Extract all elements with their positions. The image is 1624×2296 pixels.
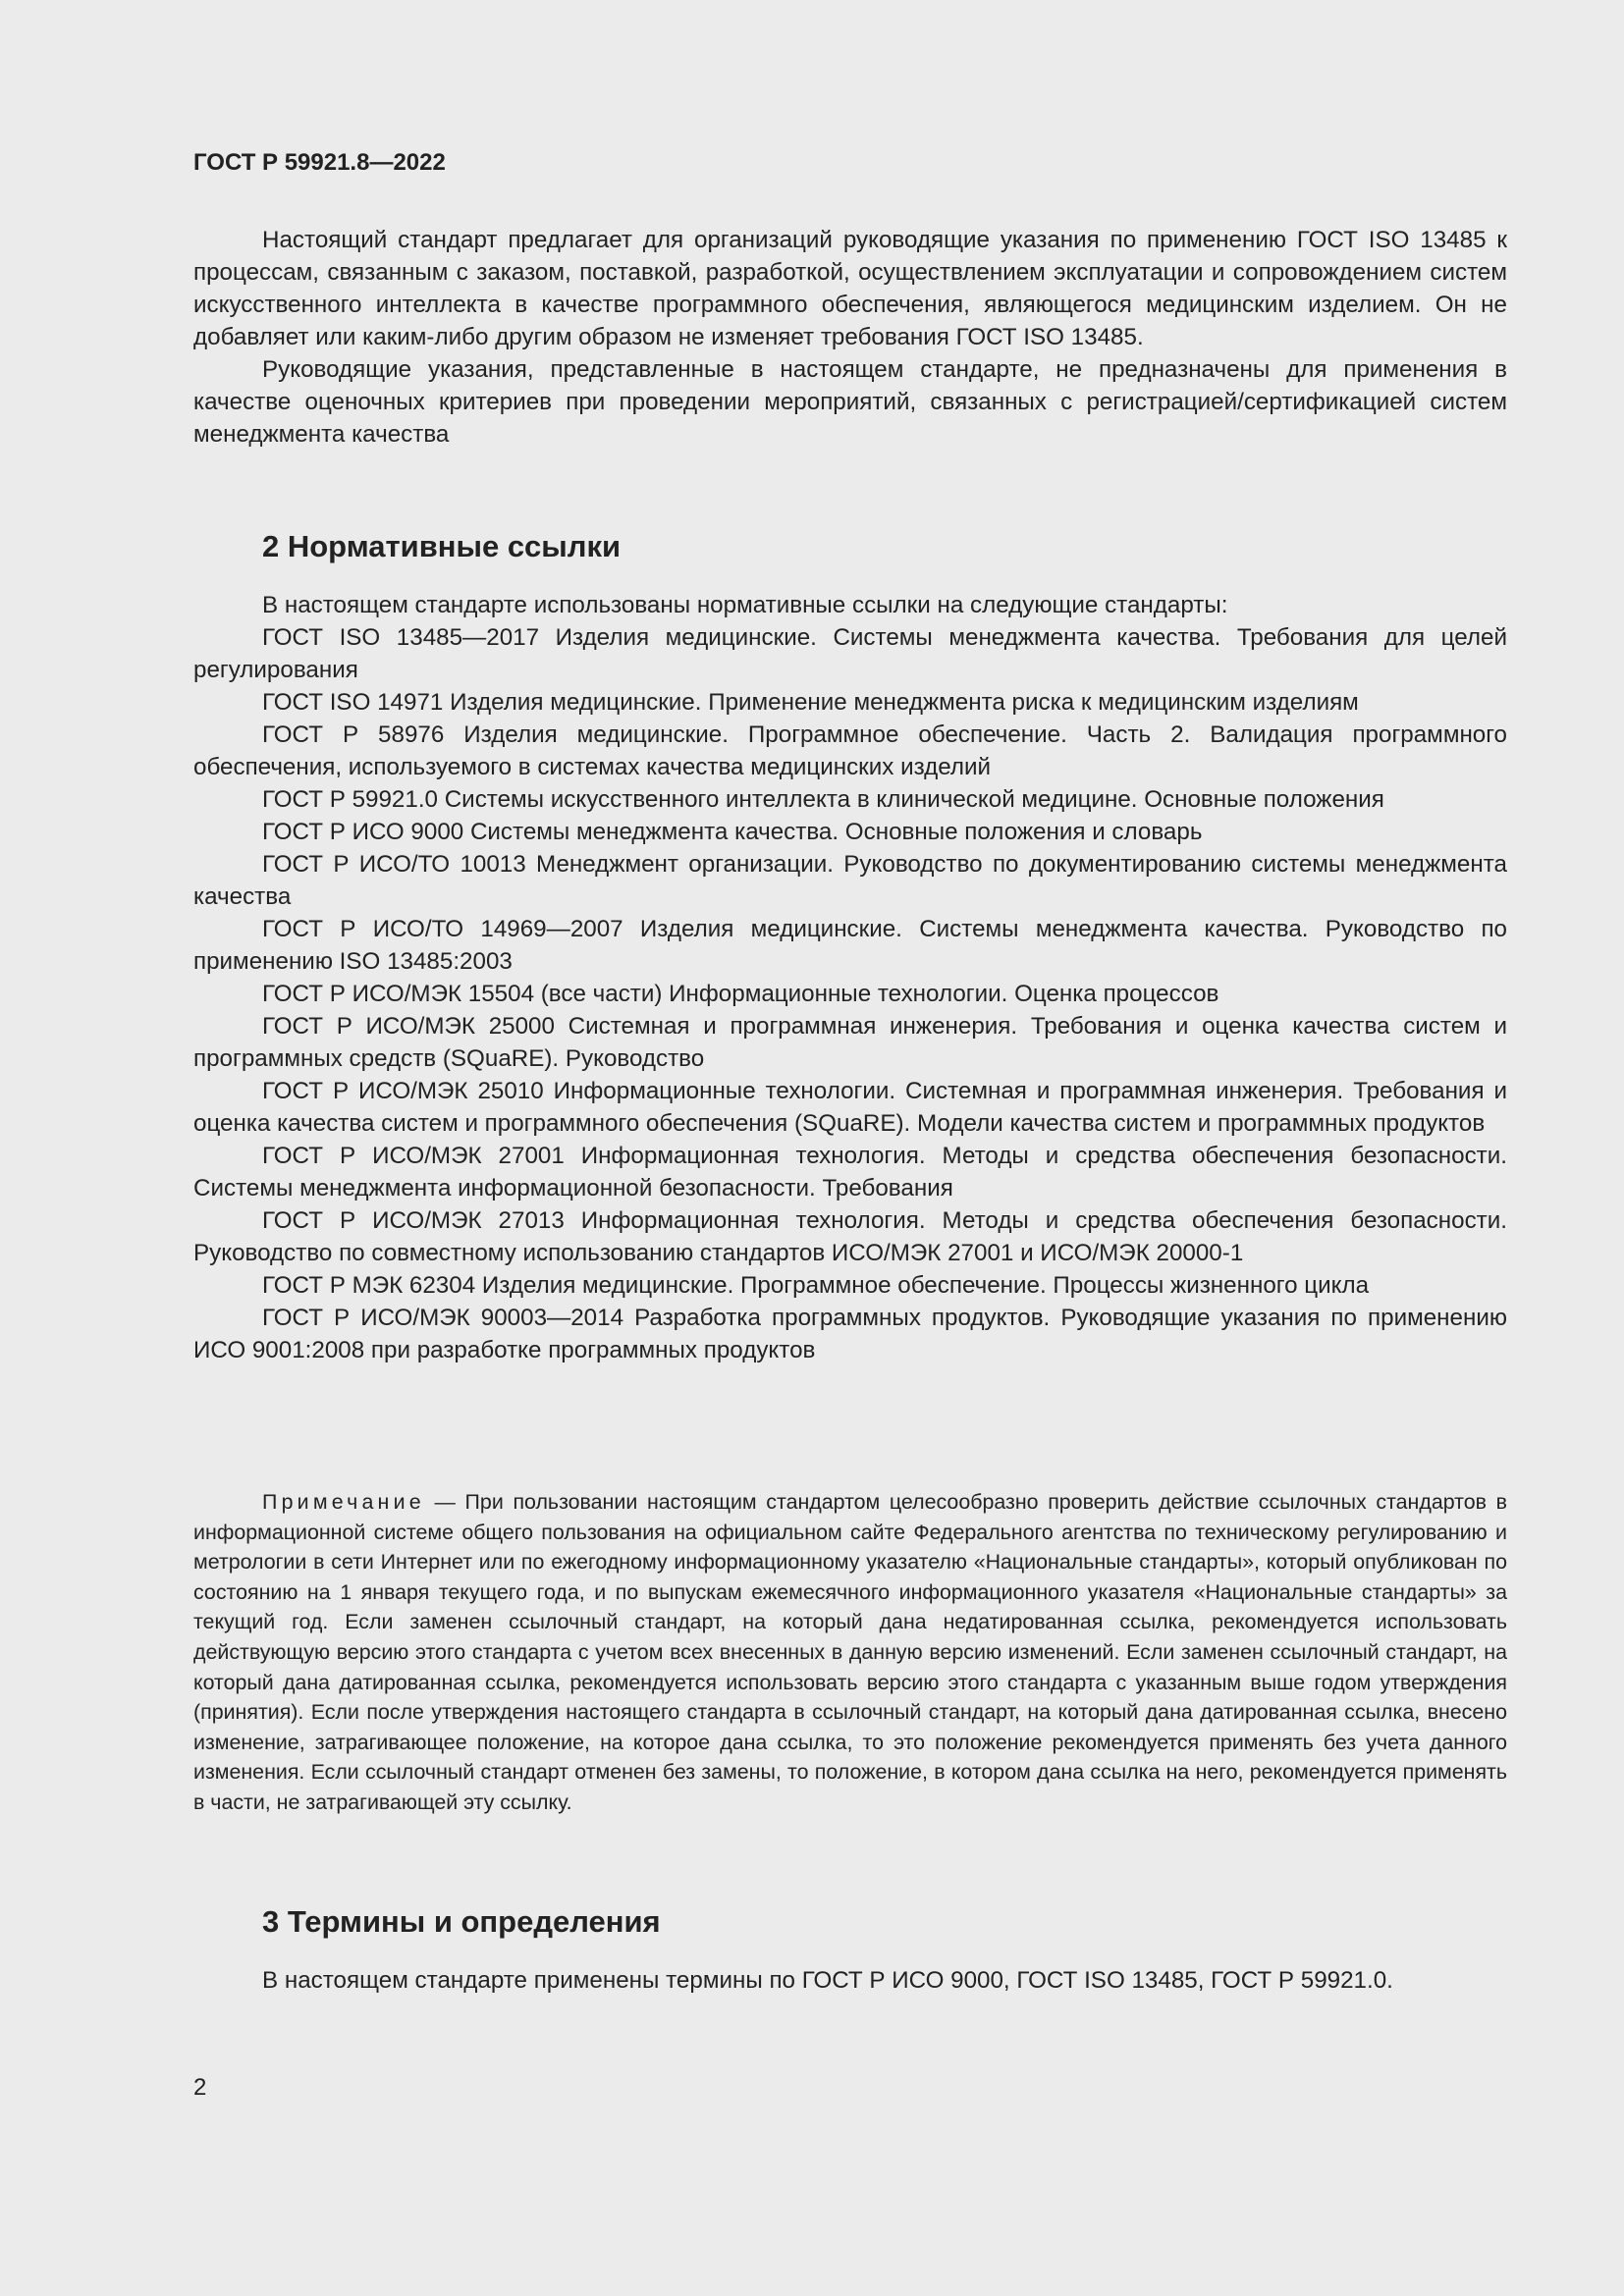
note-block — [193, 1487, 1507, 1818]
reference-item: ГОСТ Р ИСО/ТО 14969—2007 Изделия медицинские. Системы менеджмента качества. Руководство по применению ISO 13485:2003 — [193, 916, 1507, 975]
intro-block — [193, 224, 1507, 451]
intro-paragraph: Настоящий стандарт предлагает для организаций руководящие указания по применению ГОСТ ISO 13485 к процессам, связанным с заказом, поставкой, разработкой, осуществлением эксплуатации и сопровождением систем искусственного интеллекта в качестве программного обеспечения, являющегося медицинским изделием. Он не добавляет или каким-либо другим образом не изменяет требования ГОСТ ISO 13485. — [193, 227, 1507, 350]
reference-item: ГОСТ Р ИСО/ТО 10013 Менеджмент организации. Руководство по документированию системы менеджмента качества — [193, 851, 1507, 910]
reference-item: ГОСТ ISO 13485—2017 Изделия медицинские. Системы менеджмента качества. Требования для целей регулирования — [193, 624, 1507, 683]
reference-item: ГОСТ Р ИСО/МЭК 25000 Системная и программная инженерия. Требования и оценка качества систем и программных средств (SQuaRE). Руководство — [193, 1013, 1507, 1072]
reference-item: ГОСТ Р ИСО/МЭК 90003—2014 Разработка программных продуктов. Руководящие указания по применению ИСО 9001:2008 при разработке программных продуктов — [193, 1305, 1507, 1363]
reference-item: ГОСТ ISO 14971 Изделия медицинские. Применение менеджмента риска к медицинским изделиям — [262, 689, 1359, 716]
note-paragraph — [193, 1487, 1507, 1818]
note-text: — При пользовании настоящим стандартом целесообразно проверить действие ссылочных стандартов в информационной системе общего пользования на официальном сайте Федерального агентства по техническому регулированию и метрологии в сети Интернет или по ежегодному информационному указателю «Национальные стандарты», который опубликован по состоянию на 1 января текущего года, и по выпускам ежемесячного информационного указателя «Национальные стандарты» за текущий год. Если заменен ссылочный стандарт, на который дана недатированная ссылка, рекомендуется использовать действующую версию этого стандарта с учетом всех внесенных в данную версию изменений. Если заменен ссылочный стандарт, на который дана датированная ссылка, рекомендуется использовать версию этого стандарта с указанным выше годом утверждения (принятия). Если после утверждения настоящего стандарта в ссылочный стандарт, на который дана датированная ссылка, внесено изменение, затрагивающее положение, на которое дана ссылка, то это положение рекомендуется применять без учета данного изменения. Если ссылочный стандарт отменен без замены, то положение, в котором дана ссылка на него, рекомендуется применять в части, не затрагивающей эту ссылку. — [193, 1490, 1507, 1814]
document-header: ГОСТ Р 59921.8—2022 — [193, 149, 446, 176]
reference-item: ГОСТ Р ИСО/МЭК 15504 (все части) Информационные технологии. Оценка процессов — [262, 981, 1219, 1007]
note-label: Примечание — [262, 1490, 425, 1514]
reference-item: ГОСТ Р ИСО 9000 Системы менеджмента качества. Основные положения и словарь — [262, 819, 1203, 845]
terms-paragraph: В настоящем стандарте применены термины по ГОСТ Р ИСО 9000, ГОСТ ISO 13485, ГОСТ Р 59921.0. — [262, 1967, 1393, 1994]
reference-item: ГОСТ Р 59921.0 Системы искусственного интеллекта в клинической медицине. Основные положения — [262, 786, 1384, 813]
section-2-title: 2 Нормативные ссылки — [262, 529, 622, 563]
references-lead: В настоящем стандарте использованы нормативные ссылки на следующие стандарты: — [262, 592, 1228, 618]
reference-item: ГОСТ Р 58976 Изделия медицинские. Программное обеспечение. Часть 2. Валидация программного обеспечения, используемого в системах качества медицинских изделий — [193, 721, 1507, 780]
reference-item: ГОСТ Р ИСО/МЭК 25010 Информационные технологии. Системная и программная инженерия. Требования и оценка качества систем и программного обеспечения (SQuaRE). Модели качества систем и программных продуктов — [193, 1078, 1507, 1137]
reference-item: ГОСТ Р ИСО/МЭК 27001 Информационная технология. Методы и средства обеспечения безопасности. Системы менеджмента информационной безопасности. Требования — [193, 1143, 1507, 1201]
terms-block — [193, 1964, 1507, 1997]
page-number: 2 — [193, 2074, 207, 2101]
reference-item: ГОСТ Р МЭК 62304 Изделия медицинские. Программное обеспечение. Процессы жизненного цикла — [262, 1272, 1370, 1299]
reference-item: ГОСТ Р ИСО/МЭК 27013 Информационная технология. Методы и средства обеспечения безопасности. Руководство по совместному использованию стандартов ИСО/МЭК 27001 и ИСО/МЭК 20000-1 — [193, 1207, 1507, 1266]
references-block — [193, 589, 1507, 1366]
section-3-title: 3 Термины и определения — [262, 1904, 661, 1939]
intro-paragraph: Руководящие указания, представленные в настоящем стандарте, не предназначены для применения в качестве оценочных критериев при проведении мероприятий, связанных с регистрацией/сертификацией систем менеджмента качества — [193, 356, 1507, 448]
